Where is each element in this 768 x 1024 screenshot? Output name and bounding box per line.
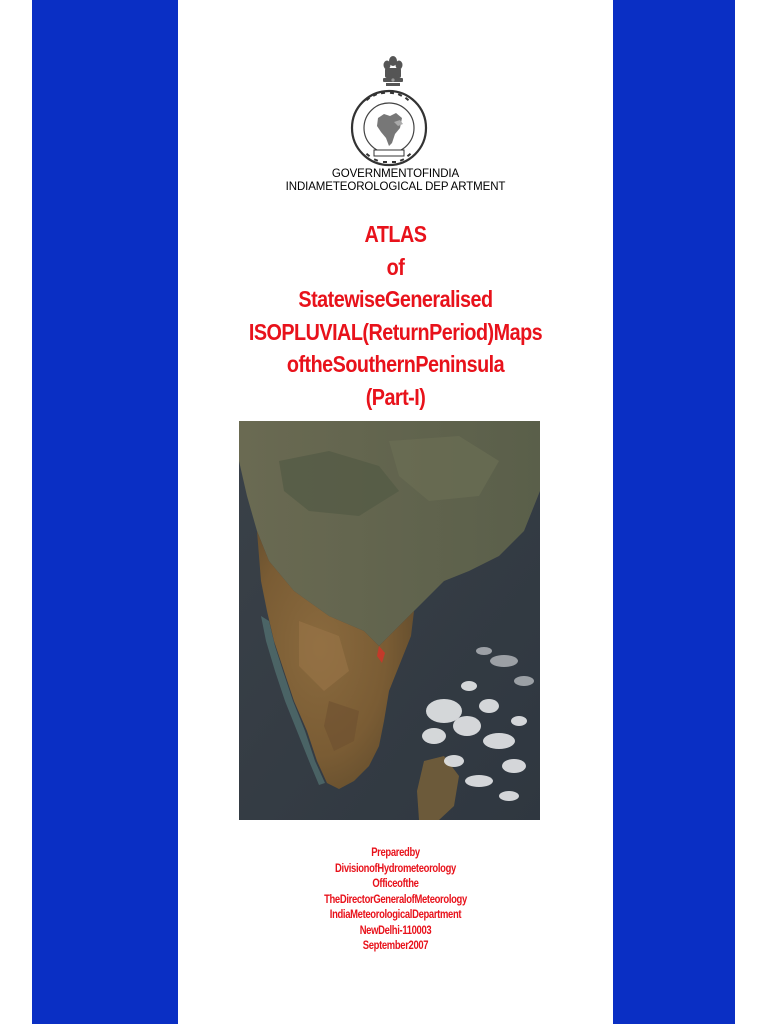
issuer-header <box>178 168 613 194</box>
title-line: oftheSouthernPeninsula <box>286 351 505 377</box>
national-emblem-icon <box>373 52 413 92</box>
prepared-line: Preparedby <box>371 847 420 859</box>
prepared-line: Officeofthe <box>372 878 419 890</box>
document-title <box>208 218 582 413</box>
title-line: of <box>386 253 405 280</box>
title-line: ATLAS <box>364 221 427 247</box>
prepared-line: DivisionofHydrometeorology <box>335 862 456 875</box>
title-line: ISOPLUVIAL(ReturnPeriod)Maps <box>248 318 543 345</box>
title-line: StatewiseGeneralised <box>298 286 493 312</box>
prepared-line: NewDelhi-110003 <box>359 924 432 937</box>
left-blue-band <box>32 0 178 1024</box>
right-blue-band <box>613 0 735 1024</box>
prepared-line: September2007 <box>362 940 429 952</box>
prepared-by-block <box>217 846 574 955</box>
prepared-line: TheDirectorGeneralofMeteorology <box>324 893 467 906</box>
prepared-line: IndiaMeteorologicalDepartment <box>329 909 462 921</box>
imd-seal-icon <box>348 88 430 168</box>
satellite-image <box>239 421 540 820</box>
issuer-line-2: INDIAMETEOROLOGICAL DEP ARTMENT <box>285 181 506 193</box>
title-line: (Part-I) <box>365 383 426 410</box>
issuer-line-1: GOVERNMENTOFINDIA <box>331 168 460 180</box>
